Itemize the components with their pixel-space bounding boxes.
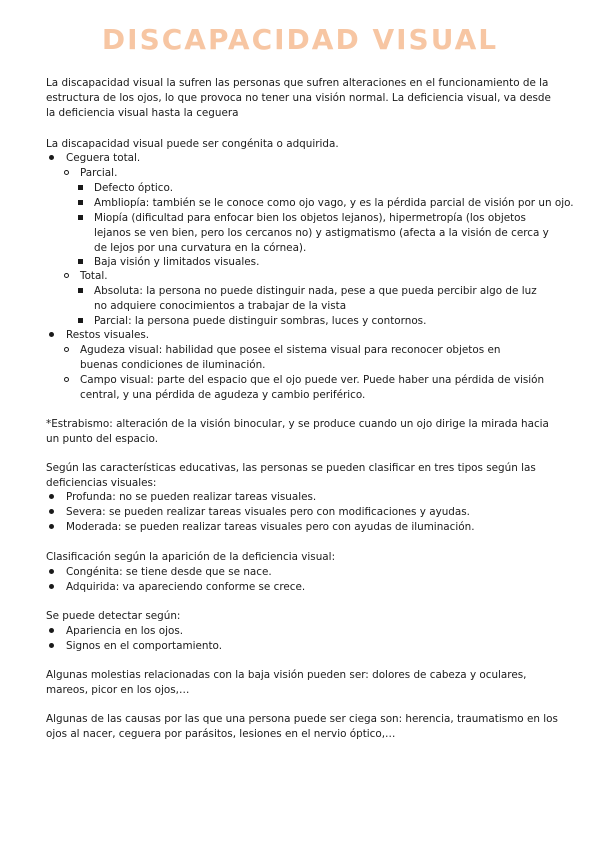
list-item: Congénita: se tiene desde que se nace. [66, 566, 272, 578]
list-item: Signos en el comportamiento. [66, 640, 222, 652]
intro-paragraph: La discapacidad visual la sufren las personas que sufren alteraciones en el funcionamiento de la estructura de los ojos, lo que provoca no tener una visión normal. La deficiencia visual, va desde la deficiencia visual hasta la ceguera [46, 77, 551, 119]
list-item-campo: Campo visual: parte del espacio que el ojo puede ver. Puede haber una pérdida de visión central, y una pérdida de agudeza y cambio periférico. [80, 374, 545, 401]
bullet-icon [49, 643, 54, 648]
list-item-restos: Restos visuales. [66, 329, 150, 341]
causas-paragraph: Algunas de las causas por las que una persona puede ser ciega son: herencia, traumatismo en los ojos al nacer, ceguera por parásitos, lesiones en el nervio óptico,… [46, 713, 558, 740]
aparicion-heading: Clasificación según la aparición de la deficiencia visual: [46, 551, 336, 563]
list-item: Adquirida: va apareciendo conforme se crece. [66, 581, 306, 593]
square-bullet-icon [78, 259, 83, 264]
list-item-baja-vision: Baja visión y limitados visuales. [94, 256, 260, 268]
list-item-ambliopia: Ambliopía: también se le conoce como ojo vago, y es la pérdida parcial de visión por un ojo. [94, 197, 574, 209]
list-item-total: Total. [80, 270, 108, 282]
molestias-paragraph: Algunas molestias relacionadas con la baja visión pueden ser: dolores de cabeza y oculares, mareos, picor en los ojos,… [46, 669, 527, 696]
square-bullet-icon [78, 200, 83, 205]
list-item: Severa: se pueden realizar tareas visuales pero con modificaciones y ayudas. [66, 506, 470, 518]
list-item-agudeza: Agudeza visual: habilidad que posee el sistema visual para reconocer objetos en buenas condiciones de iluminación. [80, 344, 501, 371]
list-item-ceguera: Ceguera total. [66, 152, 141, 164]
bullet-icon [49, 509, 54, 514]
page-title: DISCAPACIDAD VISUAL [101, 23, 499, 56]
circle-bullet-icon [64, 273, 69, 278]
bullet-icon [49, 628, 54, 633]
bullet-icon [49, 332, 54, 337]
bullet-icon [49, 584, 54, 589]
circle-bullet-icon [64, 377, 69, 382]
circle-bullet-icon [64, 347, 69, 352]
bullet-icon [49, 524, 54, 529]
list-item-parcial: Parcial. [80, 167, 118, 179]
square-bullet-icon [78, 215, 83, 220]
estrabismo-note: *Estrabismo: alteración de la visión binocular, y se produce cuando un ojo dirige la mirada hacia un punto del espacio. [46, 418, 549, 445]
bullet-icon [49, 494, 54, 499]
circle-bullet-icon [64, 170, 69, 175]
list-item-parcial-sub: Parcial: la persona puede distinguir sombras, luces y contornos. [94, 315, 427, 327]
list-item: Apariencia en los ojos. [66, 625, 184, 637]
bullet-icon [49, 569, 54, 574]
list-item: Profunda: no se pueden realizar tareas visuales. [66, 491, 317, 503]
educativas-heading: Según las características educativas, las personas se pueden clasificar en tres tipos según las deficiencias visuales: [46, 462, 536, 489]
square-bullet-icon [78, 185, 83, 190]
origin-heading: La discapacidad visual puede ser congénita o adquirida. [46, 138, 339, 150]
list-item-defecto: Defecto óptico. [94, 182, 173, 194]
square-bullet-icon [78, 318, 83, 323]
square-bullet-icon [78, 288, 83, 293]
list-item-absoluta: Absoluta: la persona no puede distinguir nada, pese a que pueda percibir algo de luz no adquiere conocimientos a trabajar de la vista [94, 285, 537, 312]
list-item-miopia: Miopía (dificultad para enfocar bien los objetos lejanos), hipermetropía (los objetos lejanos se ven bien, pero los cercanos no) y astigmatismo (afecta a la visión de cerca y de lejos por una curvatura en la córnea). [94, 212, 549, 254]
bullet-icon [49, 155, 54, 160]
list-item: Moderada: se pueden realizar tareas visuales pero con ayudas de iluminación. [66, 521, 475, 533]
detectar-heading: Se puede detectar según: [46, 610, 181, 622]
